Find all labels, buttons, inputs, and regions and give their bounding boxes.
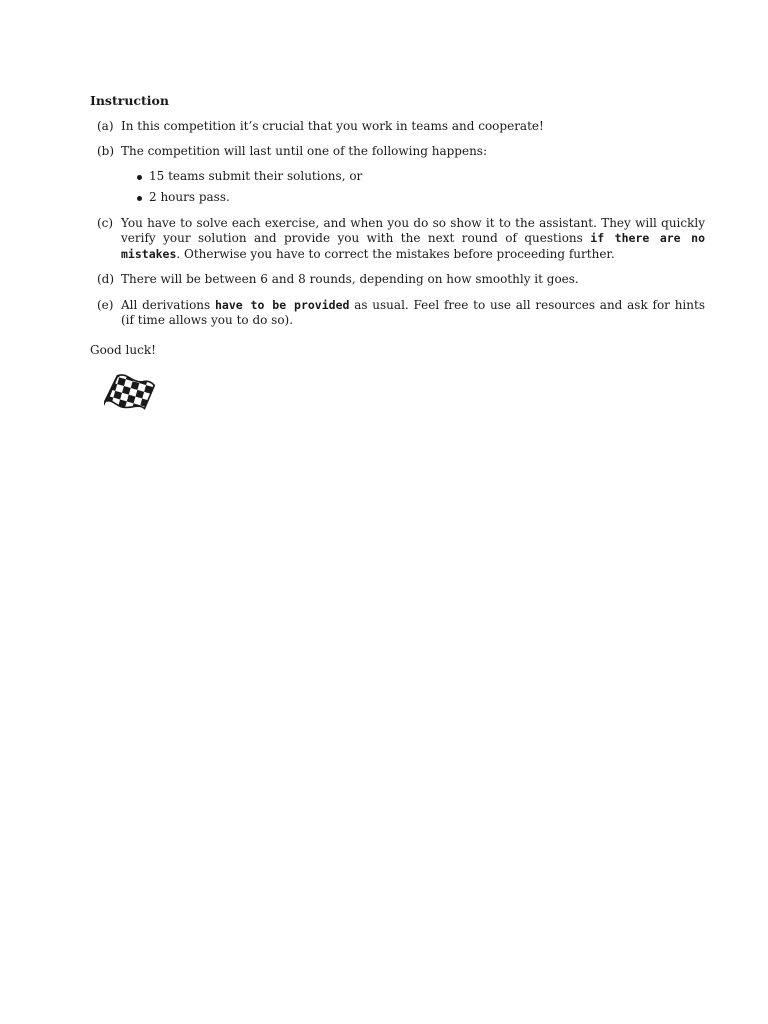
item-text-b: The competition will last until one of the following happens: (121, 144, 487, 158)
list-item-e (90, 298, 705, 329)
item-marker-c: (c) (97, 215, 114, 230)
item-emphasis-c: if there are no mistakes (121, 231, 705, 261)
sub-list (121, 169, 705, 206)
item-text-e-before: All derivations (121, 297, 215, 312)
checkered-flag-icon (104, 374, 156, 420)
item-emphasis-e: have to be provided (214, 297, 350, 312)
item-text-c-after: . Otherwise you have to correct the mistakes before proceeding further. (176, 246, 615, 261)
instruction-list (90, 119, 705, 329)
document-page (90, 93, 705, 420)
sub-list-item: 15 teams submit their solutions, or (121, 169, 705, 185)
closing-text: Good luck! (90, 342, 156, 357)
item-marker-e: (e) (97, 297, 114, 312)
item-text-e-after: as usual. Feel free to use all resources and ask for hints (if time allows you to do so). (121, 297, 705, 327)
sub-list-item: 2 hours pass. (121, 190, 705, 206)
list-item-a (90, 119, 705, 135)
item-text-d: There will be between 6 and 8 rounds, depending on how smoothly it goes. (121, 272, 579, 286)
item-marker-a: (a) (97, 118, 114, 133)
item-text-a: In this competition it’s crucial that you work in teams and cooperate! (121, 118, 544, 133)
section-heading: Instruction (90, 93, 169, 108)
list-item-d (90, 272, 705, 288)
item-text-c-before: You have to solve each exercise, and when you do so show it to the assistant. They will quickly verify your solution and provide you with the next round of questions (121, 215, 705, 245)
item-marker-d: (d) (97, 272, 115, 286)
item-marker-b: (b) (97, 144, 115, 158)
list-item-b (90, 144, 705, 206)
list-item-c (90, 216, 705, 263)
